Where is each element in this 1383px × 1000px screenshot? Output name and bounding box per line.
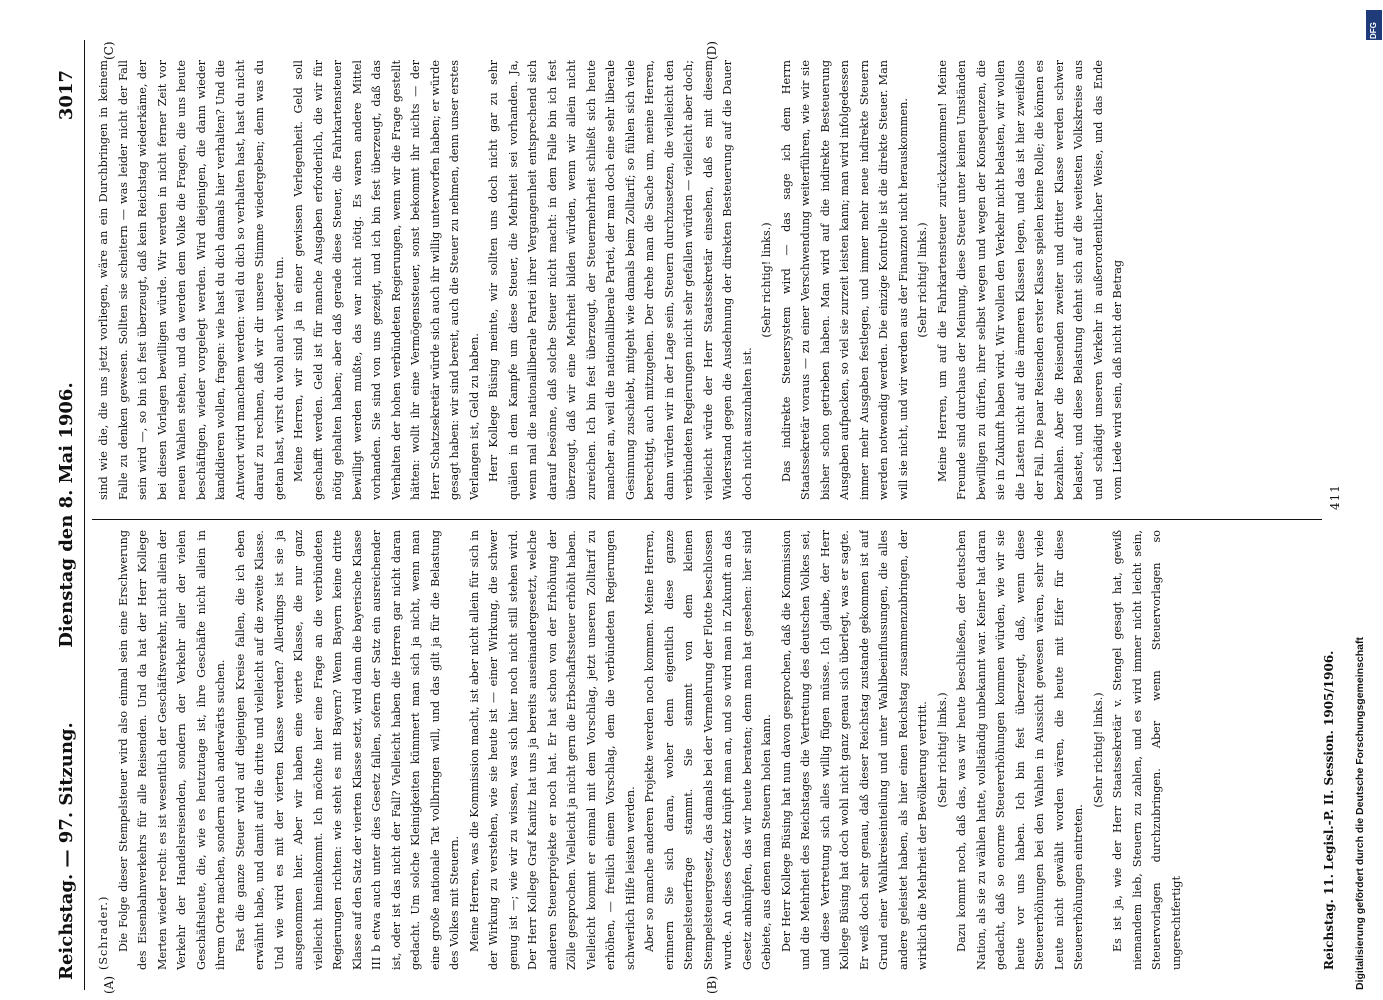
left-column — [94, 530, 1319, 970]
margin-mark-a: (A) — [102, 975, 116, 994]
right-interjection-2: (Sehr richtig! links.) — [916, 222, 929, 338]
right-column — [94, 60, 1319, 500]
bottom-page-number: 411 — [1328, 484, 1342, 510]
left-paragraph-7: Es ist ja, wie der Herr Staatssekretär v. Stengel gesagt hat, gewiß niemandem lieb, Steuern zu zahlen, und es wird immer nicht leicht sein, Steuervorlagen durchzubringen. Aber wenn Steuervorlagen so ungerechtfertigt — [1111, 530, 1183, 970]
logo-text: DFG — [1369, 22, 1378, 39]
left-paragraph-3: Meine Herren, was die Kommission macht, ist aber nicht allein für sich in der Wirkung zu verstehen, wie sie heute ist — einer Wirkung, die schwer genug ist —; wie wir zu wissen, was sich hier noch nicht still stehen wird. Der Herr Kollege Graf Kanitz hat uns ja bereits auseinandergesetzt, welche anderen Steuerprojekte er noch hat. Er hat schon von der Erhöhung der Zölle gesprochen. Vielleicht ja nicht gern die Erbschaftssteuer erhöht haben. Vielleicht kommt er einmal mit dem Vorschlag, jetzt unseren Zolltarif zu erhöhen, — freilich einem Vorschlag, dem die verbündeten Regierungen schwerlich Hilfe leisten werden. — [467, 530, 637, 970]
right-paragraph-5: Meine Herren, um auf die Fahrkartensteuer zurückzukommen! Meine Freunde sind durchaus der Meinung, diese Steuer unter keinen Umständen bewilligen zu dürfen, ihrer selbst wegen und wegen der Konsequenzen, die sie in Zukunft haben wird. Wir wollen den Verkehr nicht belasten, wir wollen die Lasten nicht auf die ärmeren Klassen legen, und das ist hier zweifellos der Fall. Die paar Reisenden erster Klasse spielen keine Rolle; die können es bezahlen. Aber die Reisenden zweiter und dritter Klasse werden schwer belastet, und diese Belastung dehnt sich auf die weitesten Volkskreise aus und schädigt unseren Verkehr in außerordentlicher Weise, und das Ende vom Liede wird sein, daß nicht der Betrag — [935, 60, 1124, 500]
right-paragraph-2: Meine Herren, wir sind ja in einer gewissen Verlegenheit. Geld soll geschafft werden. Geld ist für manche Ausgaben erforderlich, die wir für nötig gehalten haben; aber daß gerade diese Steuer, die Fahrkartensteuer bewilligt werden mußte, das war nicht nötig. Es waren andere Mittel vorhanden. Sie sind von uns gezeigt, und ich bin fest überzeugt, daß das Verhalten der hohen verbündeten Regierungen, wenn wir die Frage gestellt hätten: wollt ihr eine Vermögenssteuer, sonst bekommt ihr nichts — der Herr Schatzsekretär würde sich auch ihr willig unterworfen haben; er würde gesagt haben: wir sind bereit, auch die Steuer zu nehmen, denn unser erstes Verlangen ist, Geld zu haben. — [292, 60, 481, 500]
digitization-credit: Digitalisierung gefördert durch die Deutsche Forschungsgemeinschaft — [1354, 637, 1366, 990]
page-footer: Reichstag. 11. Legisl.-P. II. Session. 1905/1906. — [1322, 650, 1336, 970]
left-paragraph-5: Der Herr Kollege Büsing hat nun davon gesprochen, daß die Kommission und die Mehrheit des Reichstages die Vertretung des deutschen Volkes sei, und diese Vertretung sich alles willig fügen müsse. Ich glaube, der Herr Kollege Büsing hat doch wohl nicht ganz genau sich überlegt, was er sagte. Er weiß doch sehr genau, daß dieser Reichstag zustande gekommen ist auf Grund einer Wahlkreiseinteilung und unter Wahlbeeinflussungen, die alles andere geleistet haben, als hier einen Reichstag zusammenzubringen, der wirklich die Mehrheit der Bevölkerung vertritt. — [779, 530, 929, 970]
right-interjection-1: (Sehr richtig! links.) — [760, 222, 773, 338]
margin-mark-d: (D) — [705, 41, 719, 60]
left-interjection-1: (Sehr richtig! links.) — [935, 692, 949, 808]
right-paragraph-1: sind wie die, die uns jetzt vorliegen, wäre an ein Durchbringen in keinem Falle zu denken gewesen. Sollten sie scheitern — was leider nicht der Fall sein wird —, so bin ich fest überzeugt, daß kein Reichstag wiederkäme, der bei diesen Vorlagen bewilligen würde. Wir werden in nicht ferner Zeit vor neuen Wahlen stehen, und da werden dem Volke die Fragen, die uns heute beschäftigen, wieder vorgelegt werden. Wird diejenigen, die dann wieder kandidieren wollen, fragen: wie hast du dich damals hier verhalten? Und die Antwort wird manchem werden: weil du dich so verhalten hast, hast du nicht darauf zu rechnen, daß wir dir unsere Stimme wiedergeben; denn was du getan hast, wirst du wohl auch wieder tun. — [97, 60, 286, 500]
dfg-logo — [1366, 10, 1382, 40]
left-paragraph-2: Fast die ganze Steuer wird auf diejenigen Kreise fallen, die ich eben erwähnt habe, und damit auf die dritte und vielleicht auf die zweite Klasse. Und wie wird es mit der vierten Klasse werden? Allerdings ist sie ja ausgenommen hier. Aber wir haben eine vierte Klasse, die nur ganz vielleicht hineinkommt. Ich möchte hier eine Frage an die verbündeten Regierungen richten: wie steht es mit Bayern? Wenn Bayern keine dritte Klasse auf den Satz der vierten Klasse setzt, wird dann die bayerische Klasse III b etwa auch unter dies Gesetz fallen, sofern der Satz ein ausreichender ist, oder ist das nicht der Fall? Vielleicht haben die Herren gar nicht daran gedacht. Um solche Kleinigkeiten kümmert man sich ja nicht, wenn man eine große nationale Tat vollbringen will, und das gilt ja für die Belastung des Volkes mit Steuern. — [233, 530, 461, 970]
left-paragraph-6: Dazu kommt noch, daß das, was wir heute beschließen, der deutschen Nation, als sie zu wählen hatte, vollständig unbekannt war. Keiner hat daran gedacht, daß so enorme Steuererhöhungen kommen würden, wie wir sie heute vor uns haben. Ich bin fest überzeugt, daß, wenn diese Steuererhöhungen bei den Wahlen in Aussicht gewesen wären, sehr viele Leute nicht gewählt worden wären, die heute mit Eifer für diese Steuererhöhungen eintreten. — [955, 530, 1085, 970]
margin-mark-b: (B) — [705, 975, 719, 994]
right-paragraph-3: Herr Kollege Büsing meinte, wir sollten uns doch nicht gar zu sehr quälen in dem Kampfe um diese Steuer, die Mehrheit sei vorhanden. Ja, wenn mal die nationalliberale Partei ihrer Vergangenheit entsprechend sich darauf besönne, daß solche Steuer nicht macht: in dem Falle bin ich fest überzeugt, daß wir eine Mehrheit bilden würden, wenn wir allein nicht zureichen. Ich bin fest überzeugt, der Steuermehrheit schließt sich heute mancher an, weil die nationalliberale Partei, der man doch eine sehr liberale Gesinnung zuschiebt, mitgeht wie damals beim Zolltarif; so fühlen sich viele berechtigt, auch mitzugehen. Der drehe man die Sache um, meine Herren, dann würden wir in der Lage sein, Steuern durchzusetzen, die vielleicht den verbündeten Regierungen nicht sehr gefallen würden — vielleicht aber doch; vielleicht würde der Herr Staatssekretär einsehen, daß es mit diesem Widerstand gegen die Ausdehnung der direkten Besteuerung auf die Dauer doch nicht auszuhalten ist. — [487, 60, 754, 500]
page-header — [50, 40, 85, 990]
left-paragraph-1: Die Folge dieser Stempelsteuer wird also einmal sein eine Erschwerung des Eisenbahnverkehrs für alle Reisenden. Und da hat der Herr Kollege Merten wieder recht: es ist wesentlich der Geschäftsverkehr, nicht allein der Verkehr der Handelsreisenden, sondern der Verkehr aller der vielen Geschäftsleute, die, wie es heutzutage ist, ihre Geschäfte nicht allein in ihrem Orte machen, sondern auch anderwärts suchen. — [116, 530, 227, 970]
left-paragraph-4: Aber so manche anderen Projekte werden noch kommen. Meine Herren, erinnern Sie sich daran, woher denn eigentlich diese ganze Stempelsteuerfrage stammt. Sie stammt von dem kleinen Stempelsteuergesetz, das damals bei der Vermehrung der Flotte beschlossen wurde. An dieses Gesetz knüpft man an, und so wird man in Zukunft an das Gesetz anknüpfen, das wir heute beraten; denn man hat gesehen: hier sind Gebiete, aus denen man Steuern holen kann. — [643, 530, 773, 970]
header-left: Reichstag. — 97. Sitzung. — [56, 722, 77, 980]
speaker-label: (Schrader.) — [97, 895, 110, 970]
right-paragraph-4: Das indirekte Steuersystem wird — das sage ich dem Herrn Staatssekretär voraus — zu einer Verschwendung weiterführen, wie wir sie bisher schon getrieben haben. Man wird auf die indirekte Besteuerung Ausgaben aufpacken, so viel sie zurzeit leisten kann; man wird infolgedessen immer mehr Ausgaben festlegen, und immer mehr neue indirekte Steuern werden notwendig werden. Die einzige Kontrolle ist die direkte Steuer. Man will sie nicht, und wir werden aus der Finanznot nicht herauskommen. — [779, 60, 910, 500]
header-date: Dienstag den 8. Mai 1906. — [56, 382, 77, 648]
column-divider — [92, 519, 1322, 520]
left-interjection-2: (Sehr richtig! links.) — [1091, 692, 1105, 808]
header-page-number: 3017 — [56, 70, 77, 121]
document-page — [50, 40, 1350, 994]
margin-mark-c: (C) — [102, 41, 116, 60]
